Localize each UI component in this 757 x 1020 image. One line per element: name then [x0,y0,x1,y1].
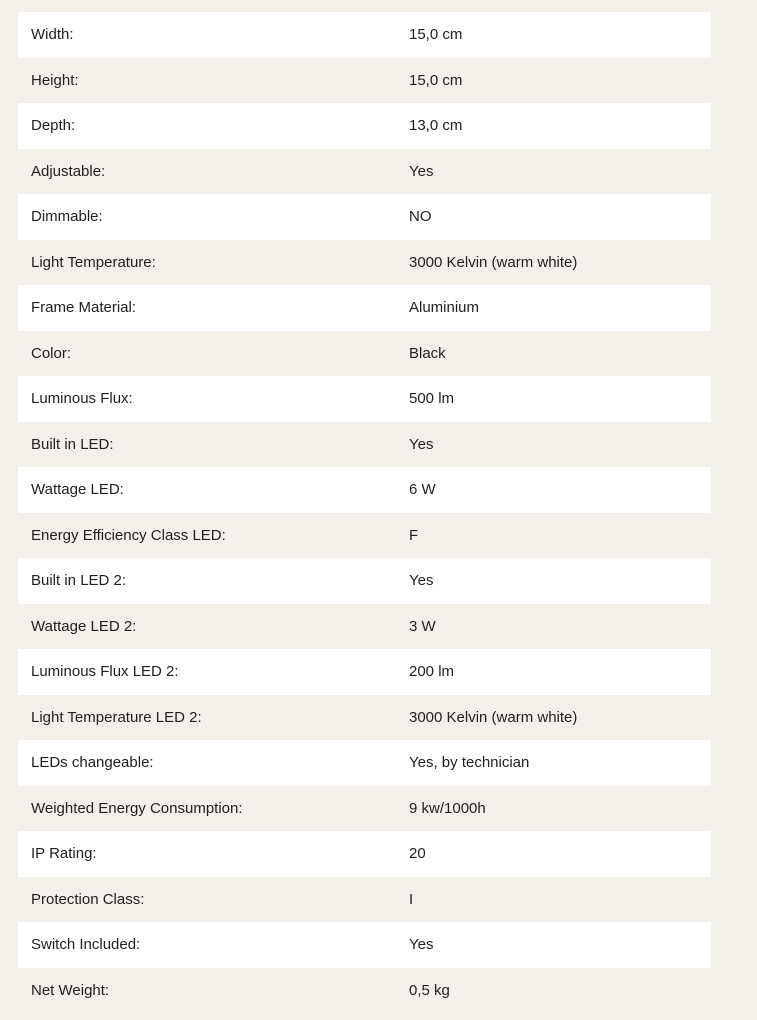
spec-label: Light Temperature: [31,253,156,271]
spec-label: Protection Class: [31,890,145,908]
spec-row-built-in-led-2 [18,558,711,604]
spec-label: Adjustable: [31,162,106,180]
spec-label: Weighted Energy Consumption: [31,799,243,817]
spec-label: Luminous Flux LED 2: [31,663,179,681]
spec-value: F [409,526,419,544]
spec-value: 6 W [409,481,436,499]
spec-value: Aluminium [409,299,480,317]
spec-value: 500 lm [409,390,455,408]
spec-row-switch-included [18,922,711,968]
spec-label: Luminous Flux: [31,390,133,408]
spec-row-depth [18,103,711,149]
spec-row-wattage-led [18,467,711,513]
spec-row-built-in-led [18,422,711,468]
spec-value: Yes [409,572,434,590]
spec-value: I [409,890,414,908]
spec-label: Dimmable: [31,208,103,226]
spec-label: Energy Efficiency Class LED: [31,526,226,544]
spec-label: Frame Material: [31,299,137,317]
spec-row-adjustable [18,149,711,195]
spec-row-wattage-led-2 [18,604,711,650]
spec-row-light-temperature-led-2 [18,695,711,741]
spec-label: Switch Included: [31,936,141,954]
spec-label: Wattage LED: [31,481,124,499]
spec-label: Wattage LED 2: [31,617,137,635]
spec-row-leds-changeable [18,740,711,786]
spec-row-light-temperature [18,240,711,286]
spec-row-protection-class [18,877,711,923]
spec-value: 0,5 kg [409,981,450,999]
spec-row-dimmable [18,194,711,240]
spec-value: 200 lm [409,663,455,681]
spec-label: Depth: [31,117,76,135]
spec-label: Width: [31,26,74,44]
spec-row-energy-efficiency-class [18,513,711,559]
spec-label: Light Temperature LED 2: [31,708,202,726]
spec-table [18,12,711,1013]
spec-value: NO [409,208,432,226]
spec-row-frame-material [18,285,711,331]
spec-value: Yes [409,162,434,180]
spec-label: IP Rating: [31,845,97,863]
spec-value: 3 W [409,617,436,635]
spec-row-luminous-flux-led-2 [18,649,711,695]
spec-value: 20 [409,845,426,863]
spec-value: Yes [409,936,434,954]
spec-value: 15,0 cm [409,71,463,89]
spec-label: Built in LED 2: [31,572,127,590]
spec-value: 9 kw/1000h [409,799,486,817]
spec-row-width [18,12,711,58]
spec-label: Height: [31,71,79,89]
spec-value: 3000 Kelvin (warm white) [409,708,578,726]
spec-value: 13,0 cm [409,117,463,135]
spec-row-ip-rating [18,831,711,877]
spec-label: LEDs changeable: [31,754,154,772]
spec-row-net-weight [18,968,711,1014]
spec-value: Black [409,344,446,362]
spec-label: Net Weight: [31,981,110,999]
spec-row-color [18,331,711,377]
spec-row-height [18,58,711,104]
spec-label: Built in LED: [31,435,114,453]
spec-row-luminous-flux [18,376,711,422]
spec-value: Yes, by technician [409,754,530,772]
spec-value: Yes [409,435,434,453]
spec-label: Color: [31,344,72,362]
spec-value: 15,0 cm [409,26,463,44]
spec-row-weighted-energy-consumption [18,786,711,832]
spec-value: 3000 Kelvin (warm white) [409,253,578,271]
